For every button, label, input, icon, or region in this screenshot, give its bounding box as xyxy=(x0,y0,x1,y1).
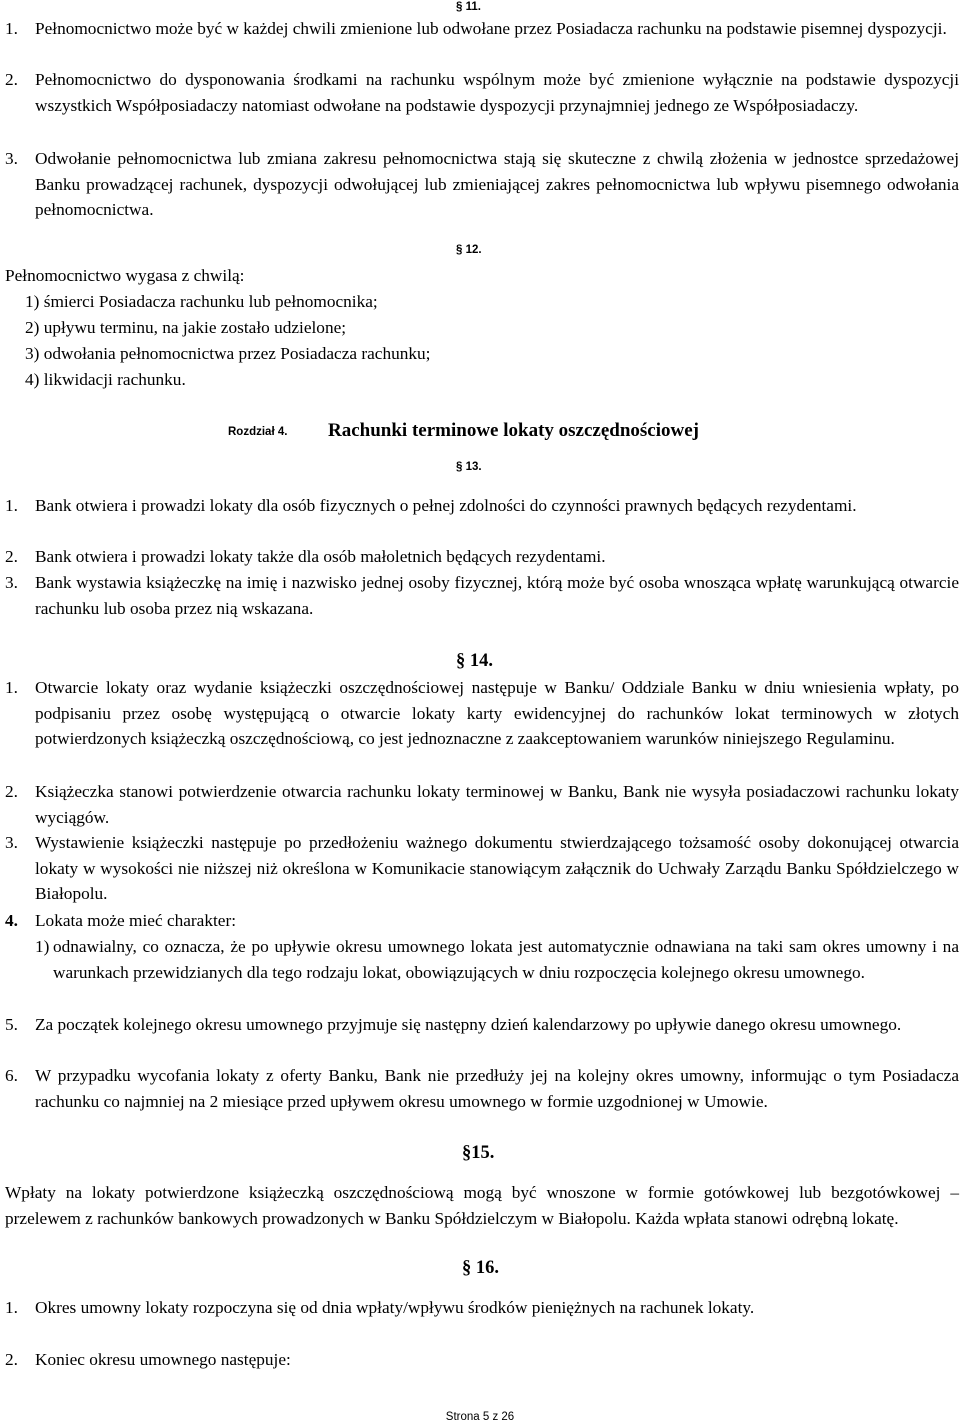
page-footer: Strona 5 z 26 xyxy=(445,1411,515,1423)
s12-item-2: 2) upływu terminu, na jakie zostało udzielone; xyxy=(25,318,347,337)
s15-paragraph: Wpłaty na lokaty potwierdzone książeczką oszczędnościową mogą być wnoszone w formie gotówkowej lub bezgotówkowej – przelewem z rachunków bankowych prowadzonych w Banku Spółdzielczym w Białopolu. Każda wpłata stanowi odrębną lokatę. xyxy=(5,1183,959,1228)
section-13-mark: § 13. xyxy=(456,461,482,473)
s11-item-1-text: Pełnomocnictwo może być w każdej chwili zmienione lub odwołane przez Posiadacza rachunku na podstawie pisemnej dyspozycji. xyxy=(35,19,947,38)
s11-item-1-number: 1. xyxy=(5,19,18,38)
s13-item-3-text: Bank wystawia książeczkę na imię i nazwisko jednej osoby fizycznej, którą może być osoba wnosząca wpłatę warunkującą otwarcie rachunku lub osoba przez nią wskazana. xyxy=(35,573,959,618)
s13-item-2-number: 2. xyxy=(5,547,18,566)
section-14-mark: § 14. xyxy=(456,651,493,671)
section-16-mark: § 16. xyxy=(462,1258,499,1278)
s16-item-1-number: 1. xyxy=(5,1298,18,1317)
s11-item-2-number: 2. xyxy=(5,70,18,89)
s14-item-4-number: 4. xyxy=(5,911,18,930)
s12-intro: Pełnomocnictwo wygasa z chwilą: xyxy=(5,266,245,285)
s11-item-3-number: 3. xyxy=(5,149,18,168)
s11-item-2-text: Pełnomocnictwo do dysponowania środkami na rachunku wspólnym może być zmienione wyłącznie na podstawie dyspozycji wszystkich Współposiadaczy natomiast odwołane na podstawie dyspozycji przynajmniej jednego ze Współposiadaczy. xyxy=(35,70,959,115)
s12-item-4: 4) likwidacji rachunku. xyxy=(25,370,186,389)
s16-item-2-text: Koniec okresu umownego następuje: xyxy=(35,1350,291,1369)
s14-sub-1-text: odnawialny, co oznacza, że po upływie okresu umownego lokata jest automatycznie odnawiana na taki sam okres umowny i na warunkach przewidzianych dla tego rodzaju lokat, obowiązujących w dniu rozpoczęcia kolejnego okresu umownego. xyxy=(53,937,959,982)
s14-item-5-text: Za początek kolejnego okresu umownego przyjmuje się następny dzień kalendarzowy po upływie danego okresu umownego. xyxy=(35,1015,902,1034)
s12-item-3: 3) odwołania pełnomocnictwa przez Posiadacza rachunku; xyxy=(25,344,431,363)
s14-item-4-text: Lokata może mieć charakter: xyxy=(35,911,237,930)
s13-item-1-number: 1. xyxy=(5,496,18,515)
section-15-mark: §15. xyxy=(462,1143,495,1163)
s14-item-6-number: 6. xyxy=(5,1066,18,1085)
s11-item-3-text: Odwołanie pełnomocnictwa lub zmiana zakresu pełnomocnictwa stają się skuteczne z chwilą złożenia w jednostce sprzedażowej Banku prowadzącej rachunek, dyspozycji odwołującej lub zmieniającej zakres pełnomocnictwa lub wpływu pisemnego odwołania pełnomocnictwa. xyxy=(35,149,959,219)
section-12-mark: § 12. xyxy=(456,244,482,256)
chapter-label: Rozdział 4. xyxy=(228,426,288,438)
s13-item-3-number: 3. xyxy=(5,573,18,592)
s14-item-2-text: Książeczka stanowi potwierdzenie otwarcia rachunku lokaty terminowej w Banku, Bank nie wysyła posiadaczowi rachunku lokaty wyciągów. xyxy=(35,782,959,827)
chapter-title: Rachunki terminowe lokaty oszczędnościowej xyxy=(328,420,699,441)
s13-item-1-text: Bank otwiera i prowadzi lokaty dla osób fizycznych o pełnej zdolności do czynności prawnych będących rezydentami. xyxy=(35,496,857,515)
section-11-mark: § 11. xyxy=(456,1,481,13)
s16-item-1-text: Okres umowny lokaty rozpoczyna się od dnia wpłaty/wpływu środków pieniężnych na rachunek lokaty. xyxy=(35,1298,755,1317)
s16-item-2-number: 2. xyxy=(5,1350,18,1369)
s13-item-2-text: Bank otwiera i prowadzi lokaty także dla osób małoletnich będących rezydentami. xyxy=(35,547,606,566)
s14-item-2-number: 2. xyxy=(5,782,18,801)
s14-sub-1-number: 1) xyxy=(35,937,50,956)
s14-item-6-text: W przypadku wycofania lokaty z oferty Banku, Bank nie przedłuży jej na kolejny okres umowny, informując o tym Posiadacza rachunku co najmniej na 2 miesiące przed upływem okresu umownego w formie uzgodnionej w Umowie. xyxy=(35,1066,959,1111)
s14-item-5-number: 5. xyxy=(5,1015,18,1034)
s14-item-1-text: Otwarcie lokaty oraz wydanie książeczki oszczędnościowej następuje w Banku/ Oddziale Banku w dniu wniesienia wpłaty, po podpisaniu przez osobę występującą o otwarcie lokaty karty ewidencyjnej do rachunków lokat terminowych w złotych potwierdzonych książeczką oszczędnościową, co jest jednoznaczne z zaakceptowaniem warunków niniejszego Regulaminu. xyxy=(35,678,959,748)
s12-item-1: 1) śmierci Posiadacza rachunku lub pełnomocnika; xyxy=(25,292,378,311)
s14-item-1-number: 1. xyxy=(5,678,18,697)
s14-item-3-number: 3. xyxy=(5,833,18,852)
s14-item-3-text: Wystawienie książeczki następuje po przedłożeniu ważnego dokumentu stwierdzającego tożsamość osoby dokonującej otwarcia lokaty w wysokości nie niższej niż określona w Komunikacie stanowiącym załącznik do Uchwały Zarządu Banku Spółdzielczego w Białopolu. xyxy=(35,833,959,903)
